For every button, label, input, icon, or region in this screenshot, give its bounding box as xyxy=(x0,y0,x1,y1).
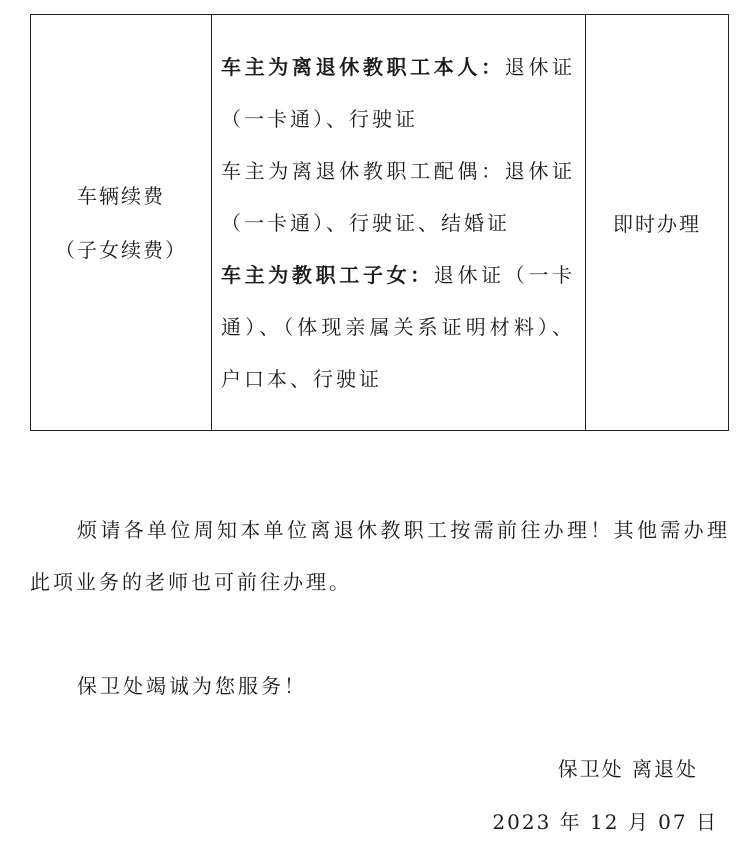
service-item-name: 车辆续费 xyxy=(77,183,165,208)
issuer-signature: 保卫处 离退处 xyxy=(557,757,698,781)
requirement-child xyxy=(221,249,575,405)
service-item-cell xyxy=(31,15,212,431)
required-documents-cell xyxy=(212,15,586,431)
requirement-self xyxy=(221,41,575,145)
service-table xyxy=(30,14,729,431)
requirement-spouse-label: 车主为离退休教职工配偶： xyxy=(221,158,505,183)
requirement-spouse xyxy=(221,145,575,249)
requirement-child-label: 车主为教职工子女： xyxy=(221,262,434,287)
processing-method: 即时办理 xyxy=(613,212,701,236)
issue-date: 2023 年 12 月 07 日 xyxy=(492,810,718,834)
requirement-child-text: 退休证（一卡通）、（体现亲属关系证明材料）、户口本、行驶证 xyxy=(221,262,576,391)
service-item-subtitle: （子女续费） xyxy=(55,237,187,262)
requirement-self-text: 退休证（一卡通）、行驶证 xyxy=(221,54,576,131)
requirement-self-label: 车主为离退休教职工本人： xyxy=(221,54,505,79)
requirement-spouse-text: 退休证（一卡通）、行驶证、结婚证 xyxy=(221,158,576,235)
service-slogan: 保卫处竭诚为您服务！ xyxy=(77,674,307,698)
notice-paragraph: 烦请各单位周知本单位离退休教职工按需前往办理！其他需办理此项业务的老师也可前往办理。 xyxy=(30,518,730,594)
processing-method-cell xyxy=(586,15,729,431)
table-row xyxy=(31,15,729,431)
